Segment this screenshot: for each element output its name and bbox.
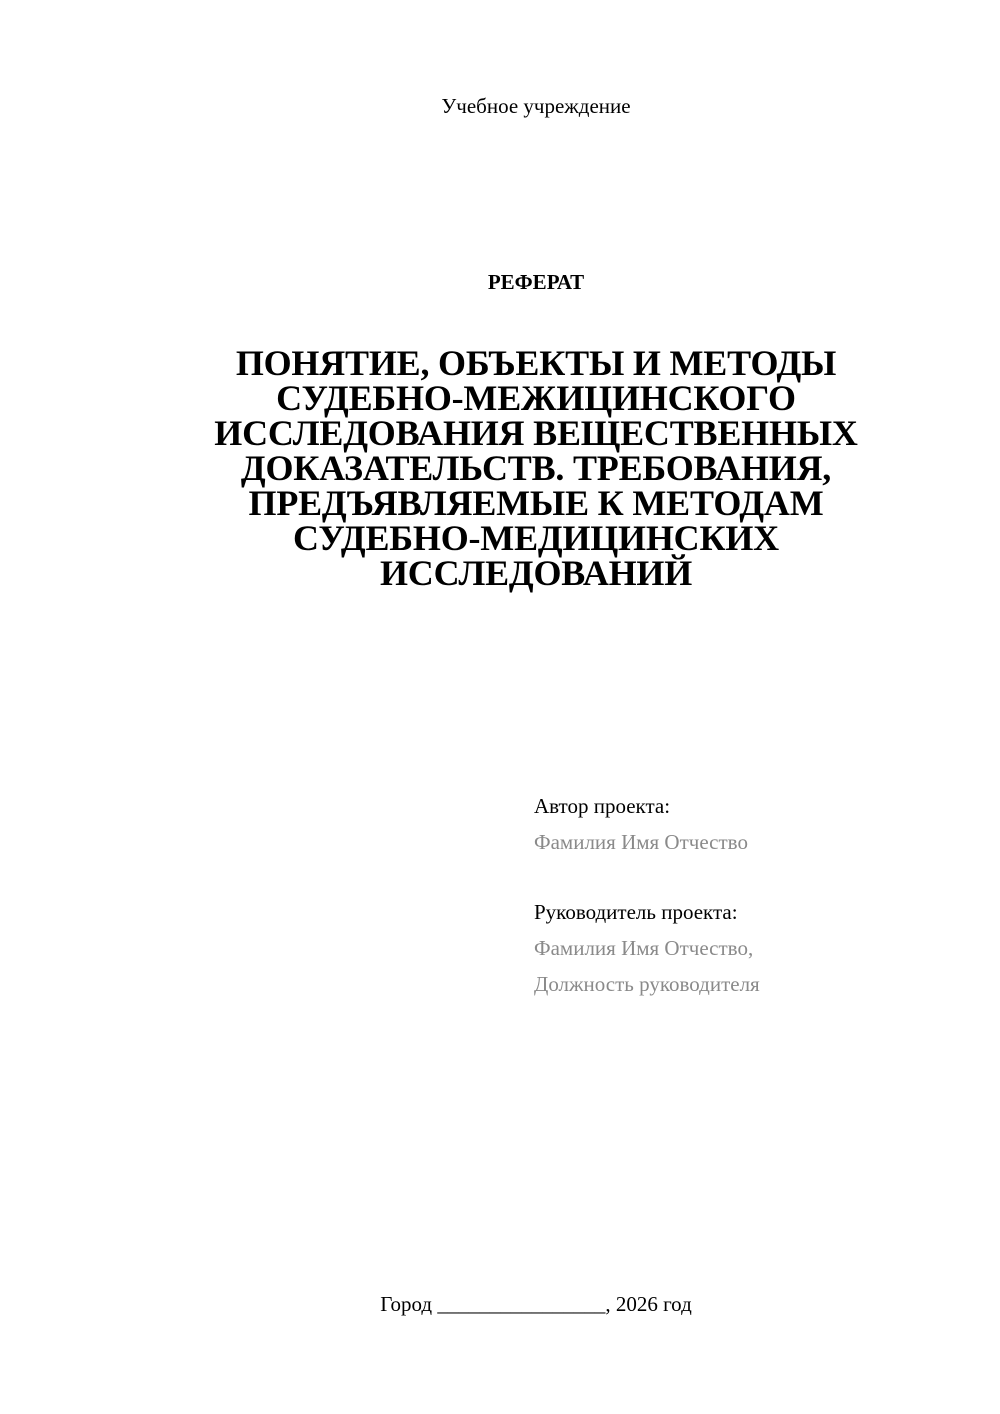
title-line: ПРЕДЪЯВЛЯЕМЫЕ К МЕТОДАМ [248, 483, 824, 523]
title-line: ИССЛЕДОВАНИЙ [379, 553, 693, 593]
document-type: РЕФЕРАТ [487, 270, 585, 294]
title-line: ПОНЯТИЕ, ОБЪЕКТЫ И МЕТОДЫ [235, 343, 837, 383]
supervisor-name: Фамилия Имя Отчество, [534, 936, 754, 960]
document-title [190, 343, 882, 593]
author-name: Фамилия Имя Отчество [534, 830, 748, 854]
supervisor-position: Должность руководителя [534, 972, 760, 996]
city-year-line: Город ________________, 2026 год [380, 1292, 692, 1316]
title-line: ДОКАЗАТЕЛЬСТВ. ТРЕБОВАНИЯ, [240, 448, 832, 488]
author-label: Автор проекта: [534, 794, 671, 818]
credits-block [534, 788, 954, 1002]
title-line: СУДЕБНО-МЕЖИЦИНСКОГО [276, 378, 796, 418]
institution-name: Учебное учреждение [441, 94, 631, 118]
supervisor-label: Руководитель проекта: [534, 900, 738, 924]
title-line: СУДЕБНО-МЕДИЦИНСКИХ [293, 518, 779, 558]
spacer [534, 860, 954, 894]
title-line: ИССЛЕДОВАНИЯ ВЕЩЕСТВЕННЫХ [214, 413, 858, 453]
